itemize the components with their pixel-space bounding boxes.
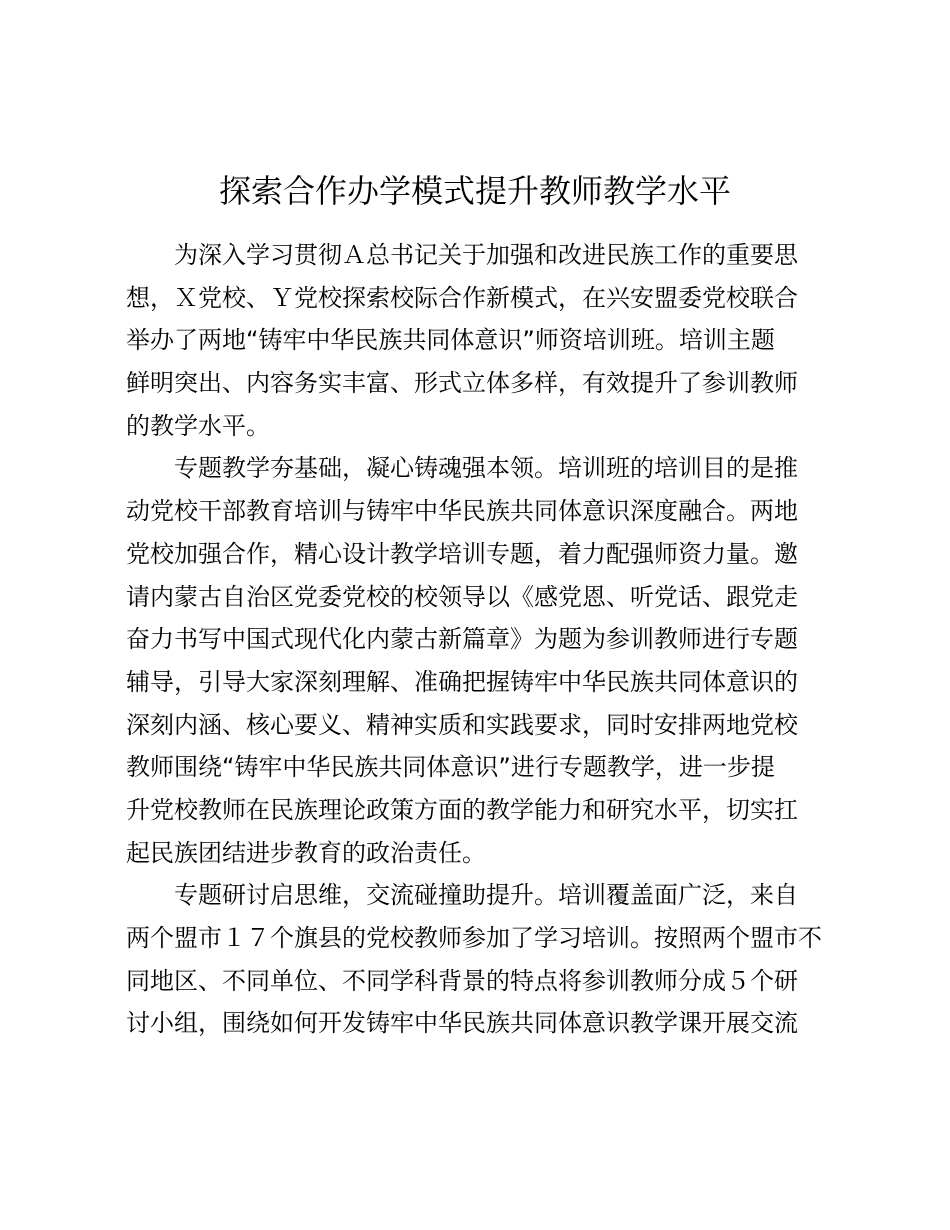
paragraph-2: [126, 447, 826, 874]
text-line: 辅导，引导大家深刻理解、准确把握铸牢中华民族共同体意识的: [126, 667, 798, 696]
text-line: 讨小组，围绕如何开发铸牢中华民族共同体意识教学课开展交流: [126, 1009, 798, 1038]
text-line: 深刻内涵、核心要义、精神实质和实践要求，同时安排两地党校: [126, 710, 798, 739]
text-line: 举办了两地“铸牢中华民族共同体意识”师资培训班。培训主题: [126, 326, 775, 355]
text-line: 起民族团结进步教育的政治责任。: [126, 838, 486, 867]
text-line: 两个盟市１７个旗县的党校教师参加了学习培训。按照两个盟市不: [126, 924, 822, 952]
paragraph-1: [126, 234, 826, 447]
text-line: 想，Ｘ党校、Ｙ党校探索校际合作新模式，在兴安盟委党校联合: [126, 283, 798, 312]
text-line: 请内蒙古自治区党委党校的校领导以《感党恩、听党话、跟党走: [126, 582, 798, 611]
text-line: 教师围绕“铸牢中华民族共同体意识”进行专题教学，进一步提: [126, 753, 775, 782]
text-line: 升党校教师在民族理论政策方面的教学能力和研究水平，切实扛: [126, 795, 798, 824]
text-line: 专题研讨启思维，交流碰撞助提升。培训覆盖面广泛，来自: [174, 881, 798, 910]
document-body: [126, 234, 826, 1045]
paragraph-3: [126, 874, 826, 1045]
text-line: 鲜明突出、内容务实丰富、形式立体多样，有效提升了参训教师: [126, 369, 798, 398]
text-line: 动党校干部教育培训与铸牢中华民族共同体意识深度融合。两地: [126, 497, 798, 526]
text-line: 为深入学习贯彻Ａ总书记关于加强和改进民族工作的重要思: [174, 241, 798, 269]
text-line: 奋力书写中国式现代化内蒙古新篇章》为题为参训教师进行专题: [126, 625, 798, 654]
text-line: 同地区、不同单位、不同学科背景的特点将参训教师分成５个研: [126, 966, 798, 995]
text-line: 的教学水平。: [126, 411, 270, 440]
text-line: 党校加强合作，精心设计教学培训专题，着力配强师资力量。邀: [126, 539, 798, 568]
document-title: 探索合作办学模式提升教师教学水平: [218, 172, 731, 210]
text-line: 专题教学夯基础，凝心铸魂强本领。培训班的培训目的是推: [174, 454, 798, 483]
